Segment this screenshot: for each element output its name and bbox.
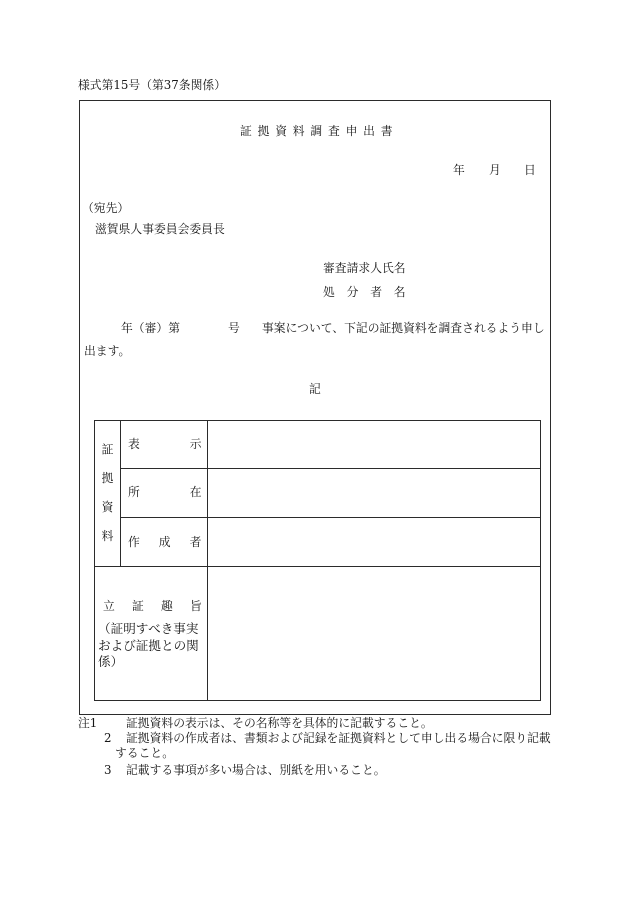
addressee-name: 滋賀県人事委員会委員長 xyxy=(95,222,225,236)
requester-name-label: 審査請求人氏名 xyxy=(323,261,406,275)
note-3-text: 記載する事項が多い場合は、別紙を用いること。 xyxy=(126,763,386,777)
case-number-suffix: 号 xyxy=(228,321,240,335)
date-year-label: 年 xyxy=(453,163,465,177)
table-divider-label-column xyxy=(207,420,208,700)
note-3-marker: 3 xyxy=(104,763,112,777)
purpose-label: 立証趣旨 xyxy=(103,599,219,613)
request-text-line2: 出ます。 xyxy=(84,344,131,358)
disposer-name-label: 処分者名 xyxy=(323,285,418,299)
table-divider-evidence-column xyxy=(120,420,121,566)
note-2-text: 証拠資料の作成者は、書類および記録を証拠資料として申し出る場合に限り記載 xyxy=(126,731,551,745)
note-2-continuation: すること。 xyxy=(115,746,174,760)
evidence-header: 証拠資料 xyxy=(100,443,114,559)
row-label-location: 所在 xyxy=(128,485,252,499)
row-label-display: 表示 xyxy=(128,437,252,451)
date-month-label: 月 xyxy=(489,163,501,177)
row-label-author: 作成者 xyxy=(128,535,221,549)
ki-heading: 記 xyxy=(309,382,321,396)
table-divider-row-1 xyxy=(120,468,540,469)
addressee-label: （宛先） xyxy=(82,201,130,215)
table-divider-row-2 xyxy=(120,517,540,518)
date-day-label: 日 xyxy=(524,163,536,177)
case-number-prefix: 年（審）第 xyxy=(121,321,180,335)
purpose-note: （証明すべき事実および証拠との関係） xyxy=(98,621,199,669)
note-1-text: 証拠資料の表示は、その名称等を具体的に記載すること。 xyxy=(126,716,433,730)
request-text-line1: 事案について、下記の証拠資料を調査されるよう申し xyxy=(262,321,545,335)
table-divider-row-3 xyxy=(94,566,540,567)
form-number: 様式第15号（第37条関係） xyxy=(78,78,226,92)
note-1-marker: 注1 xyxy=(78,716,98,730)
note-2-marker: 2 xyxy=(104,731,112,745)
form-title: 証拠資料調査申出書 xyxy=(240,124,399,138)
